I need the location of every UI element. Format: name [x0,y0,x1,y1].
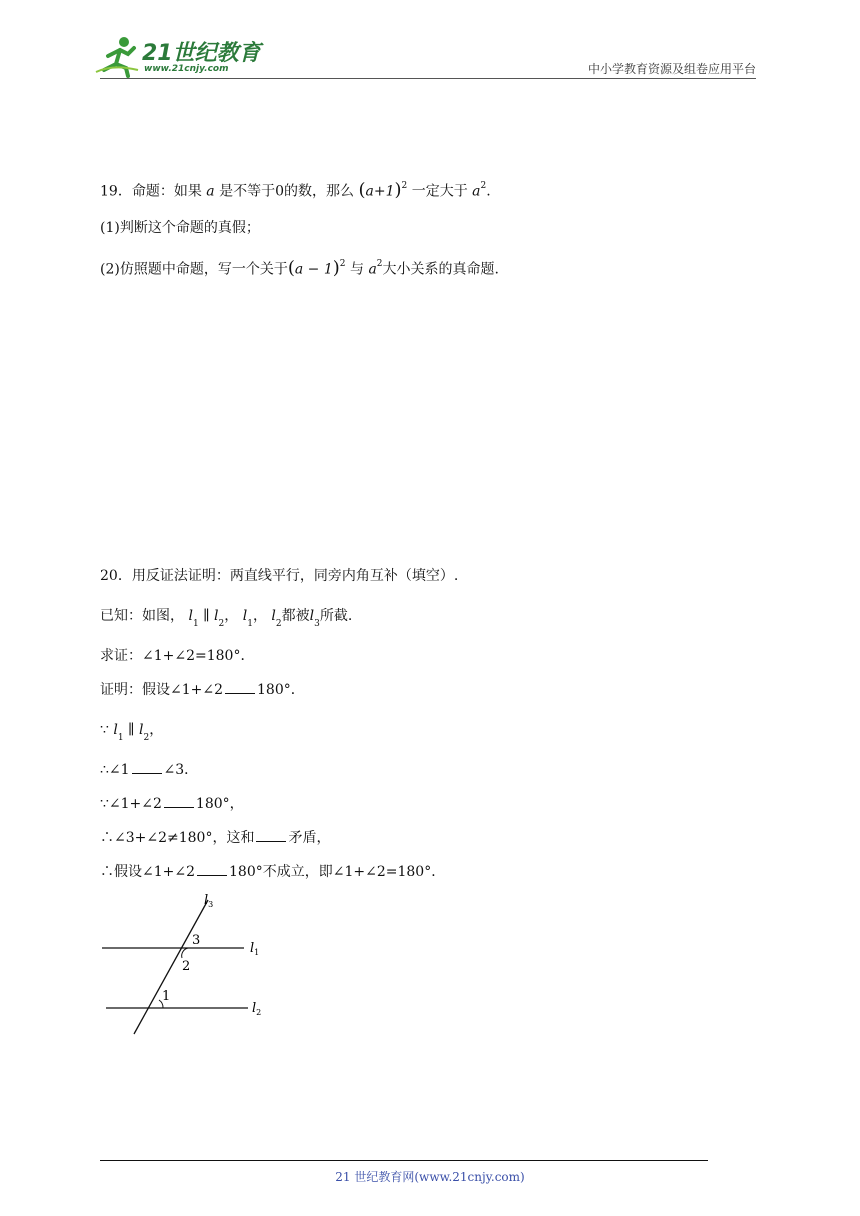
parallel-symbol-2: ∥ [128,722,135,738]
answer-blank-3[interactable] [164,795,194,808]
q19-part2-end: 大小关系的真命题. [382,261,499,278]
paren-close-2: ) [332,257,340,279]
l2-letter-b: l [271,608,276,624]
page-header [0,0,860,80]
q19-part2-mid: 与 [349,261,364,278]
q19-text-mid: 是不等于0的数，那么 [219,183,355,200]
proof-intro-b: 180°． [257,682,305,698]
label-angle-2: 2 [182,959,191,974]
footer-divider [100,1160,708,1161]
given-end: 所截. [319,608,353,624]
l1-sub-b: 1 [247,618,253,629]
exponent-2: 2 [401,181,408,191]
header-divider [100,78,756,79]
l1-sub: 1 [192,618,199,629]
answer-blank-1[interactable] [225,681,255,694]
line-l3 [134,900,208,1034]
therefore2-a: ∴∠3+∠2≠180°，这和 [100,830,255,846]
l1-letter: l [188,608,193,624]
l2-sub: 2 [218,618,225,629]
label-l1: $l_1$ [250,941,260,957]
exponent-2b: 2 [480,181,487,191]
l1-sub-c: 1 [117,732,124,743]
var-a-3: a [368,261,377,278]
answer-blank-2[interactable] [132,761,162,774]
q20-therefore-2 [100,828,330,848]
logo-url: www.21cnjy.com [144,64,229,74]
logo-text: 21世纪教育 [142,41,261,66]
paren-open-2: ( [287,257,295,279]
expr-a-minus-1: a − 1 [294,261,333,278]
q20-because-1 [100,720,163,746]
q20-proof-intro [100,680,305,700]
because2-a: ∵∠1+∠2 [100,796,162,812]
because1-end: ， [149,722,164,738]
given-mid: 都被 [281,608,310,624]
paren-open: ( [358,179,366,201]
runner-logo-icon [94,34,142,78]
l2-letter-c: l [138,722,144,738]
parallel-lines-figure [98,892,278,1042]
q20-prove: 求证：∠1+∠2=180°． [100,648,255,664]
proof-intro-a: 证明：假设∠1+∠2 [100,682,224,698]
label-l2: $l_2$ [252,1001,262,1017]
q19-part1: (1)判断这个命题的真假； [100,220,260,236]
figure-svg [98,892,278,1042]
l3-sub: 3 [314,618,320,629]
conclusion-a: ∴假设∠1+∠2 [100,864,196,880]
q19-part2-prefix: (2)仿照题中命题，写一个关于 [100,261,288,278]
expr-a-plus-1: a+1 [365,183,395,200]
q19-statement [100,178,491,202]
l1-letter-c: l [113,722,118,738]
var-a: a [206,183,215,200]
q19-text-prefix: 19．命题：如果 [100,183,202,200]
exponent-2d: 2 [376,259,383,269]
q19-period: . [486,183,491,200]
footer-text: 21 世纪教育网(www.21cnjy.com) [335,1170,525,1184]
q20-given [100,606,352,632]
because-symbol-1: ∵ [100,722,109,738]
q20-conclusion [100,862,445,882]
label-l3: $l_3$ [204,893,214,909]
because2-b: 180°， [195,796,244,812]
var-a-2: a [472,183,481,200]
q20-because-2 [100,794,244,814]
exponent-2c: 2 [339,259,346,269]
therefore2-b: 矛盾， [288,830,331,846]
sep-2: ， [252,608,267,624]
header-platform-name: 中小学教育资源及组卷应用平台 [587,62,756,76]
therefore1-a: ∴∠1 [100,762,130,778]
answer-blank-4[interactable] [256,829,286,842]
therefore1-b: ∠3． [163,762,199,778]
q19-part2 [100,256,499,280]
angle-2-arc [182,948,188,958]
paren-close: ) [394,179,402,201]
given-prefix: 已知：如图， [100,608,184,624]
conclusion-b: 180°不成立，即∠1+∠2=180°． [229,864,446,880]
q19-text-mid2: 一定大于 [411,183,468,200]
l2-sub-c: 2 [143,732,150,743]
label-angle-1: 1 [162,989,171,1004]
answer-blank-5[interactable] [197,863,227,876]
parallel-symbol: ∥ [203,608,210,624]
l3-letter: l [309,608,315,624]
l1-letter-b: l [242,608,248,624]
site-logo [94,34,264,78]
l2-sub-b: 2 [275,618,282,629]
label-angle-3: 3 [192,933,201,948]
sep-1: ， [224,608,239,624]
q20-therefore-1 [100,760,198,780]
l2-letter: l [214,608,219,624]
q20-title: 20．用反证法证明：两直线平行，同旁内角互补（填空）. [100,568,459,584]
